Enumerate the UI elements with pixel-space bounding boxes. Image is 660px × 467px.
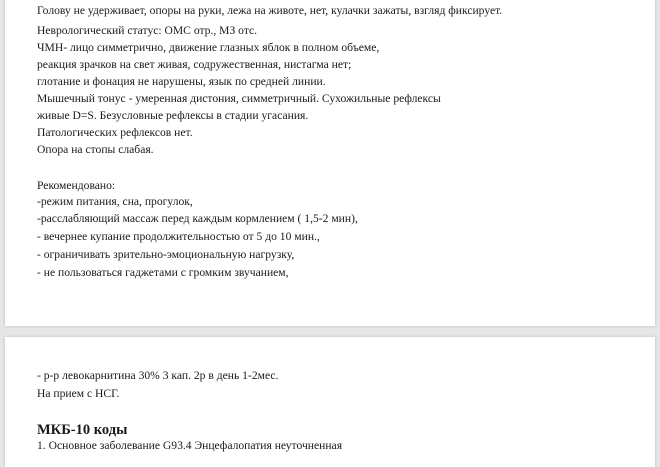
recommendation-item: -режим питания, сна, прогулок, xyxy=(37,195,193,208)
icd-code-item: 1. Основное заболевание G93.4 Энцефалопатия неуточненная xyxy=(37,439,343,452)
icd-codes-heading: МКБ-10 коды xyxy=(37,422,128,438)
text-line-neuro-status: Неврологический статус: ОМС отр., МЗ отс. xyxy=(37,24,258,37)
recommendation-item: - р-р левокарнитина 30% 3 кап. 2р в день 1-2мес. xyxy=(37,369,279,382)
text-line-foot-support: Опора на стопы слабая. xyxy=(37,143,154,156)
text-line-reflexes: живые D=S. Безусловные рефлексы в стадии угасания. xyxy=(37,109,309,122)
recommendations-heading: Рекомендовано: xyxy=(37,179,116,192)
recommendation-item: - не пользоваться гаджетами с громким звучанием, xyxy=(37,266,289,279)
text-line-motor-skills: Голову не удерживает, опоры на руки, лежа на животе, нет, кулачки зажаты, взгляд фиксирует. xyxy=(37,4,503,17)
follow-up-note: На прием с НСГ. xyxy=(37,387,120,400)
document-page-1 xyxy=(5,0,655,326)
document-page-2 xyxy=(5,337,655,467)
text-line-muscle-tone: Мышечный тонус - умеренная дистония, симметричный. Сухожильные рефлексы xyxy=(37,92,441,105)
recommendation-item: -расслабляющий массаж перед каждым кормлением ( 1,5-2 мин), xyxy=(37,212,358,225)
text-line-pupil-reaction: реакция зрачков на свет живая, содружественная, нистагма нет; xyxy=(37,58,352,71)
text-line-swallowing: глотание и фонация не нарушены, язык по средней линии. xyxy=(37,75,326,88)
text-line-cranial-nerves: ЧМН- лицо симметрично, движение глазных яблок в полном объеме, xyxy=(37,41,380,54)
recommendation-item: - вечернее купание продолжительностью от 5 до 10 мин., xyxy=(37,230,320,243)
recommendation-item: - ограничивать зрительно-эмоциональную нагрузку, xyxy=(37,248,295,261)
text-line-pathological: Патологических рефлексов нет. xyxy=(37,126,193,139)
